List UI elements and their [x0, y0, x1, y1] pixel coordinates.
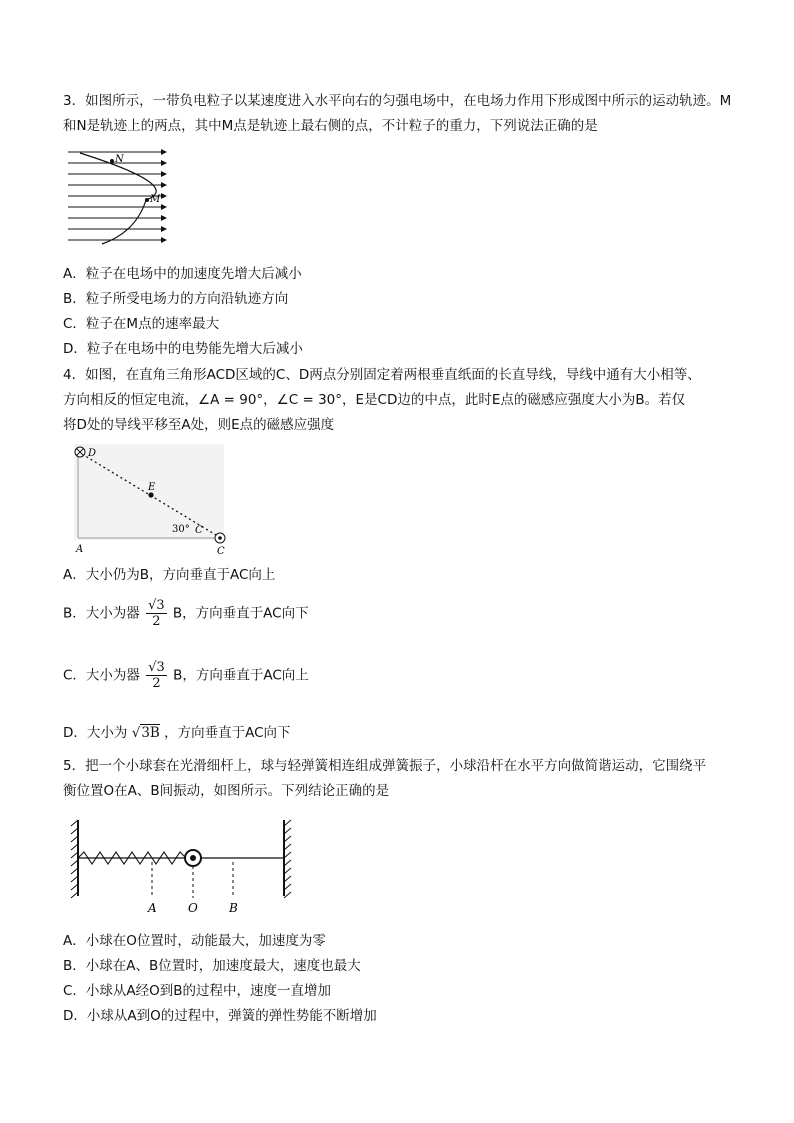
q3-option-d: D．粒子在电场中的电势能先增大后减小: [63, 341, 303, 357]
point-m: [145, 198, 149, 202]
q4-option-b: [63, 598, 309, 629]
q4-option-d-suffix: ，方向垂直于AC向下: [164, 725, 291, 741]
label-e: E: [148, 482, 156, 493]
point-e: [148, 492, 153, 497]
sqrt-expression: √3B: [131, 725, 160, 741]
q4-stem-line2: 方向相反的恒定电流，∠A = 90°，∠C = 30°，E是CD边的中点，此时E点的磁感应强度大小为B。若仅: [63, 392, 686, 408]
q4-option-d-prefix: D．大小为: [63, 725, 128, 741]
fraction-denominator: 2: [152, 614, 161, 629]
q4-option-d: [63, 724, 291, 742]
fraction-sqrt3-over-2: [146, 660, 167, 691]
q3-stem-line2: 和N是轨迹上的两点，其中M点是轨迹上最右侧的点，不计粒子的重力，下列说法正确的是: [63, 118, 598, 134]
q3-option-c: C．粒子在M点的速率最大: [63, 316, 220, 332]
point-n: [110, 159, 114, 163]
label-d: D: [88, 448, 97, 459]
right-wall: [284, 820, 291, 898]
q5-option-d: D．小球从A到O的过程中，弹簧的弹性势能不断增加: [63, 1008, 377, 1024]
label-c-inner: C: [195, 525, 203, 536]
label-angle: 30°: [172, 524, 190, 535]
label-o: O: [188, 901, 198, 915]
q4-option-b-prefix: B．大小为器: [63, 605, 140, 622]
label-a: A: [76, 544, 84, 555]
trajectory-curve: [80, 153, 156, 244]
sqrt-radicand: 3B: [141, 725, 160, 741]
q3-option-a: A．粒子在电场中的加速度先增大后减小: [63, 266, 302, 282]
q5-option-c: C．小球从A经O到B的过程中，速度一直增加: [63, 983, 332, 999]
q3-stem-line1: 3．如图所示，一带负电粒子以某速度进入水平向右的匀强电场中，在电场力作用下形成图中所示的运动轨迹。M: [63, 93, 732, 109]
q5-stem-line1: 5．把一个小球套在光滑细杆上，球与轻弹簧相连组成弹簧振子，小球沿杆在水平方向做简谐运动，它围绕平: [63, 758, 707, 774]
label-b: B: [229, 901, 238, 915]
q4-stem-line3: 将D处的导线平移至A处，则E点的磁感应强度: [63, 417, 335, 433]
q3-electric-field-figure: [66, 146, 172, 250]
q4-triangle-figure: [68, 438, 240, 560]
q5-spring-oscillator-figure: [66, 814, 296, 920]
q5-stem-line2: 衡位置O在A、B间振动，如图所示。下列结论正确的是: [63, 783, 390, 799]
fraction-numerator: √3: [148, 598, 165, 613]
q3-option-b: B．粒子所受电场力的方向沿轨迹方向: [63, 291, 289, 307]
q4-option-a: A．大小仍为B，方向垂直于AC向上: [63, 567, 276, 583]
ball: [185, 850, 201, 866]
q5-option-a: A．小球在O位置时，动能最大，加速度为零: [63, 933, 326, 949]
fraction-sqrt3-over-2: [146, 598, 167, 629]
current-out-of-page-icon: [215, 533, 225, 543]
q4-option-c-prefix: C．大小为器: [63, 667, 140, 684]
current-into-page-icon: [75, 447, 85, 457]
label-c: C: [217, 546, 225, 557]
left-wall: [71, 820, 78, 898]
q4-option-b-suffix: B，方向垂直于AC向下: [172, 605, 309, 622]
q5-option-b: B．小球在A、B位置时，加速度最大，速度也最大: [63, 958, 361, 974]
label-a: A: [148, 901, 157, 915]
fraction-numerator: √3: [148, 660, 165, 675]
label-n: N: [115, 154, 124, 165]
q4-option-c: [63, 660, 309, 691]
q4-option-c-suffix: B，方向垂直于AC向上: [173, 667, 309, 684]
fraction-denominator: 2: [152, 676, 161, 691]
q4-stem-line1: 4．如图，在直角三角形ACD区域的C、D两点分别固定着两根垂直纸面的长直导线，导线中通有大小相等、: [63, 367, 701, 383]
label-m: M: [150, 194, 161, 205]
